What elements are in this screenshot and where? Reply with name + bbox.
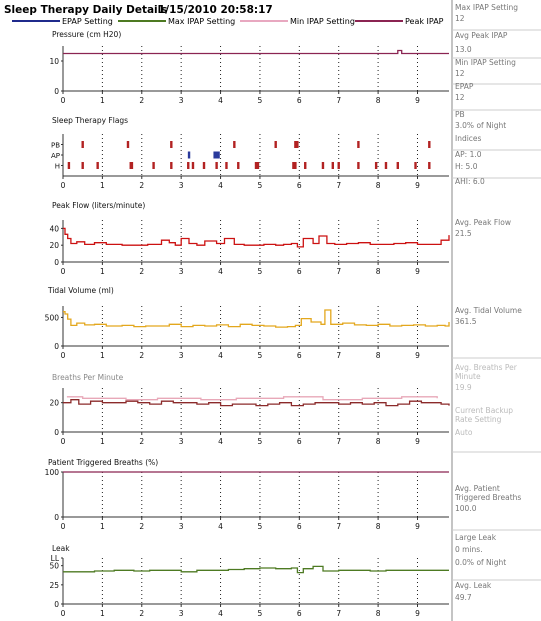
x-tick-label: 5 — [257, 267, 263, 276]
y-tick-label: 10 — [49, 57, 59, 66]
legend-label-epap: EPAP Setting — [62, 17, 113, 26]
sidebar-item-value: 13.0 — [455, 45, 472, 54]
y-tick-label: 0 — [54, 600, 59, 609]
flag-mark-h — [332, 162, 334, 169]
x-tick-label: 4 — [218, 437, 223, 446]
x-tick-label: 1 — [99, 267, 105, 276]
sidebar-item-label: Max IPAP Setting — [455, 3, 519, 12]
flag-mark-h — [428, 162, 430, 169]
x-tick-label: 9 — [415, 609, 420, 618]
charts-layer — [45, 30, 449, 618]
flag-row-label: AP — [50, 152, 60, 160]
x-tick-label: 8 — [375, 522, 381, 531]
flag-mark-h — [215, 162, 217, 169]
x-tick-label: 3 — [178, 609, 184, 618]
sidebar-item-label: Avg. Breaths Per Minute — [455, 363, 517, 381]
series-line-0-0 — [63, 51, 449, 54]
x-tick-label: 4 — [218, 96, 223, 105]
y-tick-label: 0 — [54, 342, 59, 351]
sidebar-item-value: 3.0% of Night — [455, 121, 507, 130]
sidebar-item-label: Avg. Peak Flow — [455, 218, 511, 227]
x-tick-label: 1 — [99, 351, 105, 360]
x-tick-label: 4 — [218, 267, 223, 276]
flag-mark-pb — [170, 141, 172, 148]
x-tick-label: 0 — [60, 96, 66, 105]
x-tick-label: 8 — [375, 351, 381, 360]
sidebar — [452, 3, 541, 602]
x-tick-label: 4 — [218, 609, 223, 618]
flag-mark-h — [338, 162, 340, 169]
sidebar-item-value: 12 — [455, 69, 465, 78]
x-tick-label: 5 — [257, 522, 263, 531]
x-tick-label: 2 — [139, 437, 145, 446]
x-tick-label: 1 — [99, 96, 105, 105]
x-tick-label: 0 — [60, 609, 66, 618]
chart-panel-2 — [49, 201, 449, 276]
flag-mark-h — [192, 162, 194, 169]
y-tick-label: 0 — [54, 87, 59, 96]
flag-mark-pb — [357, 141, 359, 148]
sidebar-item-label: EPAP — [455, 82, 474, 91]
sidebar-item-label: Avg Peak IPAP — [455, 31, 508, 40]
series-line-6-0 — [63, 566, 449, 572]
x-tick-label: 8 — [375, 437, 381, 446]
flag-mark-h — [397, 162, 399, 169]
x-tick-label: 9 — [415, 96, 420, 105]
x-tick-label: 1 — [99, 609, 105, 618]
x-tick-label: 7 — [336, 351, 342, 360]
flag-mark-pb — [81, 141, 83, 148]
sidebar-item-value: 12 — [455, 93, 465, 102]
y-tick-label: 20 — [49, 241, 59, 251]
x-tick-label: 2 — [139, 609, 145, 618]
series-line-4-1 — [67, 397, 437, 400]
y-tick-label: 100 — [44, 468, 59, 477]
flag-mark-pb — [274, 141, 276, 148]
flag-row-label: H — [54, 162, 60, 171]
x-tick-label: 0 — [60, 522, 66, 531]
chart-title: Peak Flow (liters/minute) — [52, 201, 146, 210]
y-tick-label: 50 — [49, 561, 59, 571]
x-tick-label: 7 — [336, 437, 342, 446]
flag-mark-h — [357, 162, 359, 169]
chart-title: Pressure (cm H20) — [52, 30, 122, 39]
x-tick-label: 6 — [296, 267, 302, 276]
flag-mark-h — [225, 162, 227, 169]
sidebar-item-label: Large Leak — [455, 533, 497, 542]
series-line-2-0 — [63, 228, 449, 247]
chart-panel-4 — [49, 373, 449, 446]
x-tick-label: 9 — [415, 351, 420, 360]
chart-panel-3 — [45, 286, 449, 360]
sidebar-item-label: Avg. Leak — [455, 581, 492, 590]
flag-mark-h — [304, 162, 306, 169]
y-tick-label: 20 — [49, 398, 59, 408]
sidebar-item-label: Avg. Patient Triggered Breaths — [455, 484, 522, 502]
y-tick-label: 500 — [44, 313, 59, 323]
x-tick-label: 9 — [415, 437, 420, 446]
flag-mark-h — [187, 162, 189, 169]
flag-mark-h — [203, 162, 205, 169]
x-tick-label: 6 — [296, 181, 302, 190]
x-tick-label: 5 — [257, 181, 263, 190]
x-tick-label: 7 — [336, 267, 342, 276]
x-tick-label: 2 — [139, 96, 145, 105]
flag-mark-h — [152, 162, 154, 169]
y-tick-label: 25 — [49, 580, 59, 590]
flag-mark-h — [375, 162, 377, 169]
x-tick-label: 5 — [257, 437, 263, 446]
chart-title: Breaths Per Minute — [52, 373, 124, 382]
x-tick-label: 0 — [60, 351, 66, 360]
series-line-3-0 — [63, 310, 449, 327]
legend-label-max-ipap: Max IPAP Setting — [168, 17, 236, 26]
x-tick-label: 7 — [336, 181, 342, 190]
chart-title: Leak — [52, 544, 70, 553]
sidebar-item-label: AHI: 6.0 — [455, 177, 485, 186]
flag-mark-pb — [296, 141, 298, 148]
page-title: Sleep Therapy Daily Details — [4, 4, 168, 16]
x-tick-label: 9 — [415, 181, 420, 190]
sidebar-item-label: H: 5.0 — [455, 162, 478, 171]
report-datetime: 1/15/2010 20:58:17 — [158, 4, 273, 16]
chart-title: Patient Triggered Breaths (%) — [48, 458, 159, 467]
sidebar-item-value: Auto — [455, 428, 473, 437]
flag-mark-pb — [428, 141, 430, 148]
flag-row-label: PB — [50, 141, 60, 150]
x-tick-label: 9 — [415, 267, 420, 276]
chart-title: Tidal Volume (ml) — [48, 286, 114, 295]
x-tick-label: 1 — [99, 522, 105, 531]
chart-panel-5 — [45, 458, 449, 531]
x-tick-label: 8 — [375, 609, 381, 618]
flag-mark-h — [237, 162, 239, 169]
x-tick-label: 6 — [296, 96, 302, 105]
x-tick-label: 5 — [257, 96, 263, 105]
x-tick-label: 2 — [139, 351, 145, 360]
x-tick-label: 7 — [336, 522, 342, 531]
y-tick-label: 40 — [49, 224, 59, 234]
x-tick-label: 4 — [218, 181, 223, 190]
flag-mark-h — [414, 162, 416, 169]
sidebar-item-label: Indices — [455, 134, 482, 143]
x-tick-label: 3 — [178, 522, 184, 531]
flag-mark-h — [294, 162, 296, 169]
sidebar-item-value: 100.0 — [455, 504, 477, 513]
legend-label-peak-ipap: Peak IPAP — [405, 17, 444, 26]
flag-mark-h — [81, 162, 83, 169]
flag-mark-h — [385, 162, 387, 169]
sidebar-item-value: 12 — [455, 14, 465, 23]
y-tick-label: 0 — [54, 428, 59, 437]
x-tick-label: 2 — [139, 181, 145, 190]
x-tick-label: 5 — [257, 351, 263, 360]
legend — [12, 17, 444, 26]
x-tick-label: 3 — [178, 267, 184, 276]
x-tick-label: 0 — [60, 267, 66, 276]
flag-mark-h — [131, 162, 133, 169]
x-tick-label: 0 — [60, 437, 66, 446]
flag-mark-ap — [217, 152, 219, 159]
x-tick-label: 1 — [99, 181, 105, 190]
flag-mark-ap — [188, 152, 190, 159]
flag-mark-h — [96, 162, 98, 169]
x-tick-label: 6 — [296, 609, 302, 618]
flag-mark-h — [322, 162, 324, 169]
x-tick-label: 4 — [218, 351, 223, 360]
sidebar-item-label: Min IPAP Setting — [455, 58, 516, 67]
x-tick-label: 1 — [99, 437, 105, 446]
x-tick-label: 3 — [178, 181, 184, 190]
chart-panel-0 — [49, 30, 449, 105]
y-tick-label: 0 — [54, 513, 59, 522]
series-line-4-0 — [63, 400, 449, 406]
x-tick-label: 4 — [218, 522, 223, 531]
flag-mark-pb — [233, 141, 235, 148]
sidebar-item-value: 19.9 — [455, 383, 472, 392]
x-tick-label: 7 — [336, 609, 342, 618]
x-tick-label: 6 — [296, 522, 302, 531]
sidebar-item-value: 0 mins. — [455, 545, 483, 554]
chart-title: Sleep Therapy Flags — [52, 116, 129, 125]
x-tick-label: 8 — [375, 96, 381, 105]
legend-label-min-ipap: Min IPAP Setting — [290, 17, 355, 26]
chart-panel-6 — [49, 544, 449, 618]
y-tick-label: LL — [50, 554, 59, 563]
sidebar-item-label: PB — [455, 110, 465, 119]
chart-panel-1 — [51, 116, 449, 190]
flag-mark-h — [68, 162, 70, 169]
x-tick-label: 8 — [375, 181, 381, 190]
sidebar-item-value: 21.5 — [455, 229, 472, 238]
x-tick-label: 9 — [415, 522, 420, 531]
x-tick-label: 8 — [375, 267, 381, 276]
sidebar-item-label: 0.0% of Night — [455, 558, 507, 567]
x-tick-label: 3 — [178, 437, 184, 446]
flag-mark-h — [257, 162, 259, 169]
sidebar-item-label: Current Backup Rate Setting — [455, 406, 514, 424]
x-tick-label: 7 — [336, 96, 342, 105]
sidebar-item-label: AP: 1.0 — [455, 150, 482, 159]
x-tick-label: 6 — [296, 351, 302, 360]
y-tick-label: 0 — [54, 258, 59, 267]
sidebar-item-value: 49.7 — [455, 593, 472, 602]
x-tick-label: 2 — [139, 522, 145, 531]
x-tick-label: 2 — [139, 267, 145, 276]
x-tick-label: 5 — [257, 609, 263, 618]
x-tick-label: 3 — [178, 96, 184, 105]
flag-mark-pb — [127, 141, 129, 148]
sidebar-item-value: 361.5 — [455, 317, 477, 326]
flag-mark-h — [170, 162, 172, 169]
sidebar-item-label: Avg. Tidal Volume — [455, 306, 522, 315]
x-tick-label: 3 — [178, 351, 184, 360]
x-tick-label: 6 — [296, 437, 302, 446]
x-tick-label: 0 — [60, 181, 66, 190]
